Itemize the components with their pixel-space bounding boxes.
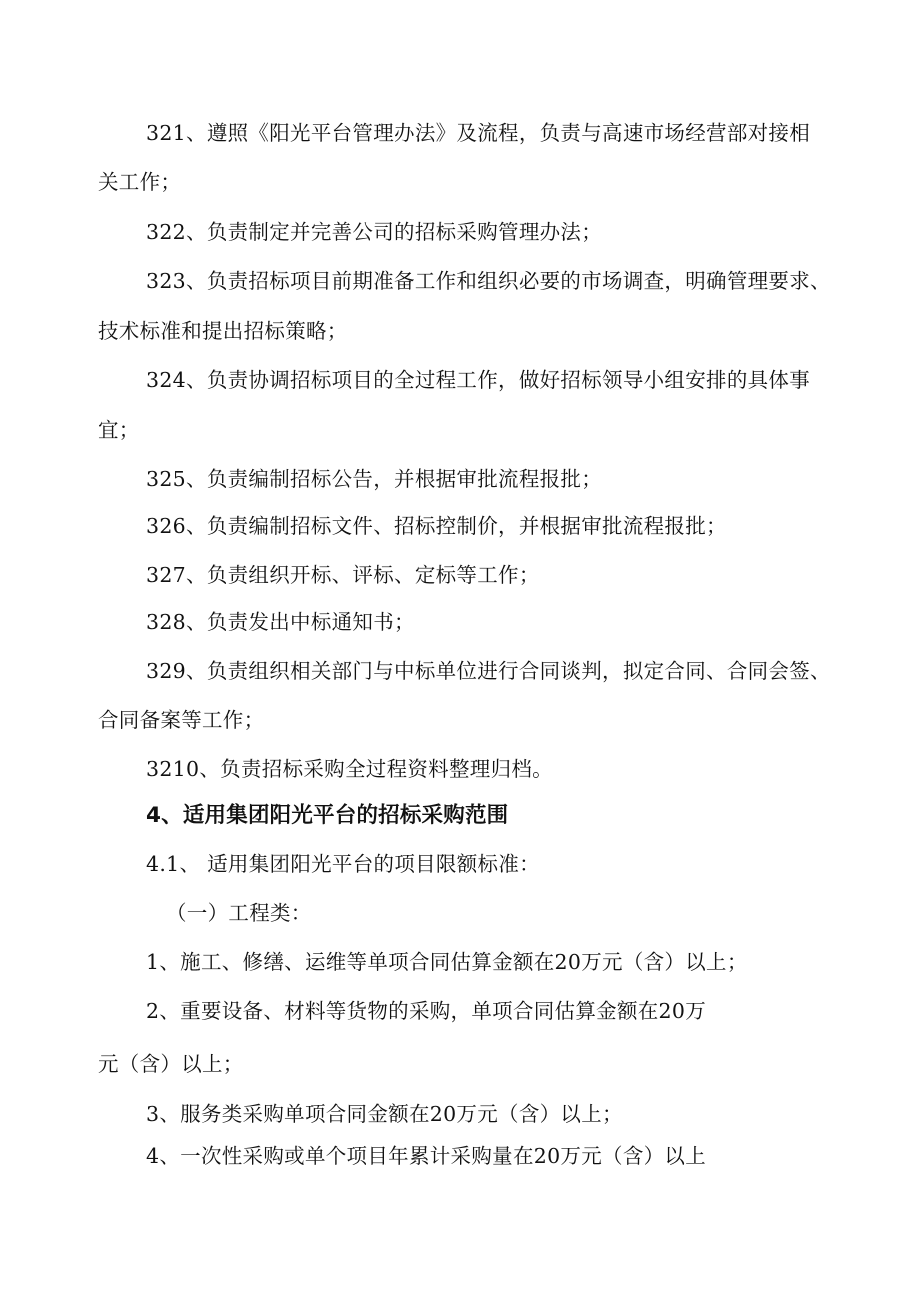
paragraph-329-line2: 合同备案等工作；	[98, 708, 265, 732]
item-3: 3、服务类采购单项合同金额在20万元（含）以上；	[146, 1102, 623, 1126]
paragraph-324-line2: 宜；	[98, 418, 140, 442]
subsection-engineering: （一）工程类：	[166, 901, 312, 925]
paragraph-3210: 3210、负责招标采购全过程资料整理归档。	[146, 757, 553, 781]
paragraph-327: 327、负责组织开标、评标、定标等工作；	[146, 563, 540, 587]
item-1: 1、施工、修缮、运维等单项合同估算金额在20万元（含）以上；	[146, 950, 748, 974]
section-4-heading: 4、适用集团阳光平台的招标采购范围	[146, 803, 509, 828]
paragraph-323-line1: 323、负责招标项目前期准备工作和组织必要的市场调查，明确管理要求、	[146, 269, 831, 293]
item-2-line1: 2、重要设备、材料等货物的采购，单项合同估算金额在20万	[146, 999, 707, 1023]
paragraph-328: 328、负责发出中标通知书；	[146, 610, 415, 634]
item-4: 4、一次性采购或单个项目年累计采购量在20万元（含）以上	[146, 1144, 707, 1168]
paragraph-325: 325、负责编制招标公告，并根据审批流程报批；	[146, 467, 603, 491]
paragraph-326: 326、负责编制招标文件、招标控制价，并根据审批流程报批；	[146, 514, 727, 538]
paragraph-323-line2: 技术标准和提出招标策略；	[98, 319, 348, 343]
section-4-1-title: 4.1、 适用集团阳光平台的项目限额标准：	[146, 852, 540, 876]
item-2-line2: 元（含）以上；	[98, 1052, 244, 1076]
paragraph-324-line1: 324、负责协调招标项目的全过程工作，做好招标领导小组安排的具体事	[146, 368, 811, 392]
paragraph-321-line1: 321、遵照《阳光平台管理办法》及流程，负责与高速市场经营部对接相	[146, 121, 811, 145]
paragraph-321-line2: 关工作；	[98, 170, 182, 194]
paragraph-329-line1: 329、负责组织相关部门与中标单位进行合同谈判，拟定合同、合同会签、	[146, 659, 831, 683]
paragraph-322: 322、负责制定并完善公司的招标采购管理办法；	[146, 220, 603, 244]
